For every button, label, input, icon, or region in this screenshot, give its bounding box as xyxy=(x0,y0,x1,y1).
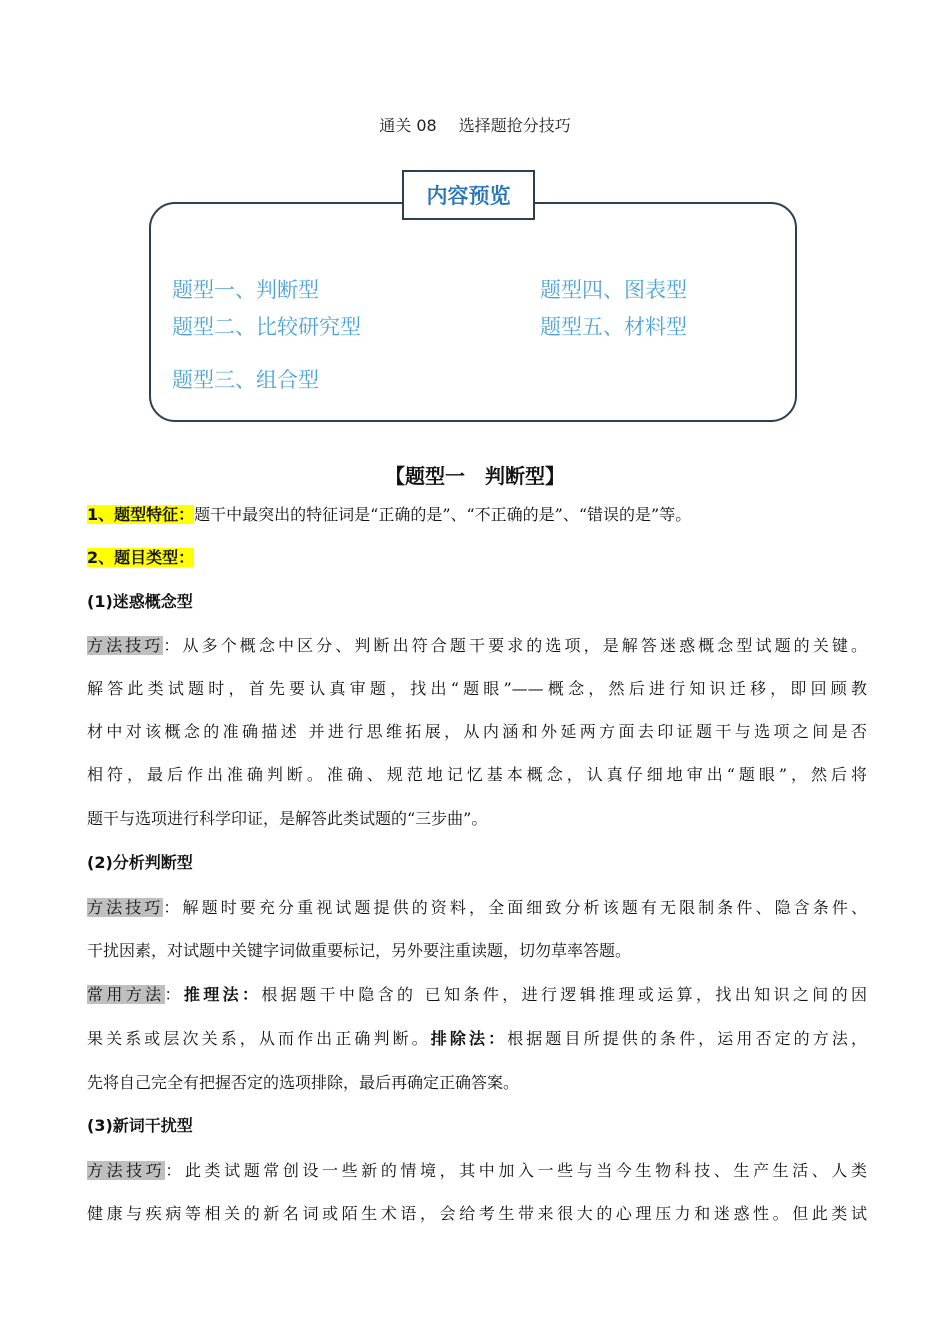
subheading-1: (1)迷惑概念型 xyxy=(87,592,193,611)
elimination-label: 排除法： xyxy=(430,1029,508,1048)
paragraph-2-line-2: 干扰因素，对试题中关键字词做重要标记，另外要注重读题，切勿草率答题。 xyxy=(87,941,632,960)
document-header xyxy=(0,113,950,136)
types-label: 2、题目类型： xyxy=(87,548,195,567)
paragraph-1-line-3: 材中对该概念的准确描述 并进行思维拓展，从内涵和外延两方面去印证题干与选项之间是否 xyxy=(87,722,867,741)
method-label: 方法技巧 xyxy=(87,1161,166,1180)
types-line xyxy=(87,547,867,569)
common-method-colon: ： xyxy=(164,985,184,1004)
common-method-line-2 xyxy=(87,1028,867,1050)
header-topic: 选择题抢分技巧 xyxy=(458,116,571,135)
paragraph-text: ：解题时要充分重视试题提供的资料，全面细致分析该题有无限制条件、隐含条件、 xyxy=(163,898,867,917)
toc-item-type-5: 题型五、材料型 xyxy=(540,315,687,339)
toc-item-type-3: 题型三、组合型 xyxy=(172,368,319,392)
feature-text: 题干中最突出的特征词是“正确的是”、“不正确的是”、“错误的是”等。 xyxy=(194,505,692,524)
section-title: 【题型一 判断型】 xyxy=(385,464,565,488)
feature-line xyxy=(87,504,867,526)
feature-label: 1、题型特征： xyxy=(87,505,195,524)
elimination-text: 根据题目所提供的条件，运用否定的方法， xyxy=(507,1029,867,1048)
paragraph-text: ：此类试题常创设一些新的情境，其中加入一些与当今生物科技、生产生活、人类 xyxy=(165,1161,867,1180)
paragraph-2-line-1 xyxy=(87,897,867,919)
subheading-2: (2)分析判断型 xyxy=(87,853,193,872)
common-method-line-3: 先将自己完全有把握否定的选项排除，最后再确定正确答案。 xyxy=(87,1073,520,1092)
header-code: 通关 08 xyxy=(379,116,437,135)
paragraph-text: ：从多个概念中区分、判断出符合题干要求的选项，是解答迷惑概念型试题的关键。 xyxy=(163,636,867,655)
reasoning-text: 根据题干中隐含的 已知条件，进行逻辑推理或运算，找出知识之间的因 xyxy=(261,985,867,1004)
method-label: 方法技巧 xyxy=(87,636,164,655)
content-preview-label: 内容预览 xyxy=(402,170,535,220)
paragraph-1-line-5: 题干与选项进行科学印证，是解答此类试题的“三步曲”。 xyxy=(87,809,488,828)
common-method-text: 果关系或层次关系，从而作出正确判断。 xyxy=(87,1029,431,1048)
method-label: 方法技巧 xyxy=(87,898,164,917)
paragraph-3-line-2: 健康与疾病等相关的新名词或陌生术语，会给考生带来很大的心理压力和迷惑性。但此类试 xyxy=(87,1204,867,1223)
common-method-line-1 xyxy=(87,984,867,1006)
subheading-3: (3)新词干扰型 xyxy=(87,1116,193,1135)
paragraph-1-line-4: 相符，最后作出准确判断。准确、规范地记忆基本概念，认真仔细地审出“题眼”，然后将 xyxy=(87,765,867,784)
reasoning-label: 推理法： xyxy=(183,985,262,1004)
paragraph-1-line-1 xyxy=(87,635,867,657)
toc-item-type-4: 题型四、图表型 xyxy=(540,278,687,302)
toc-item-type-2: 题型二、比较研究型 xyxy=(172,315,361,339)
toc-item-type-1: 题型一、判断型 xyxy=(172,278,319,302)
paragraph-1-line-2: 解答此类试题时，首先要认真审题，找出“题眼”——概念，然后进行知识迁移，即回顾教 xyxy=(87,679,867,698)
paragraph-3-line-1 xyxy=(87,1160,867,1182)
common-method-label: 常用方法 xyxy=(87,985,165,1004)
